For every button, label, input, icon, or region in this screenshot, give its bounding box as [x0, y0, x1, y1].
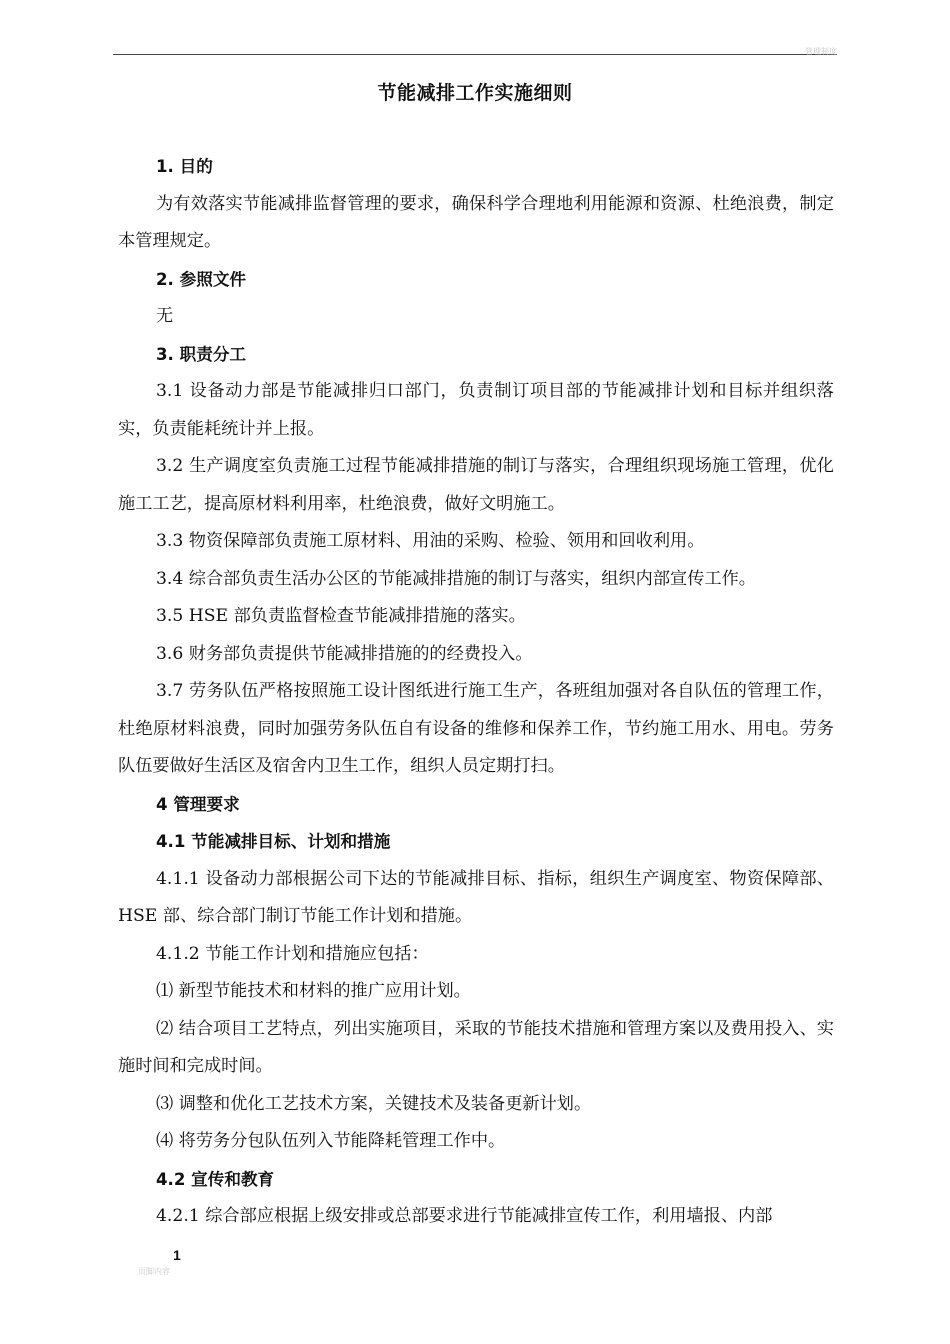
paragraph: 4.1.2 节能工作计划和措施应包括：: [156, 943, 429, 964]
header-watermark-text: 管理制度: [805, 47, 837, 56]
paragraph: ⑷ 将劳务分包队伍列入节能降耗管理工作中。: [156, 1131, 506, 1151]
paragraph: 3.1 设备动力部是节能减排归口部门，负责制订项目部的节能减排计划和目标并组织落实，负责能耗统计并上报。: [118, 381, 834, 439]
paragraph: 3.5 HSE 部负责监督检查节能减排措施的落实。: [156, 606, 526, 626]
paragraph: 3.2 生产调度室负责施工过程节能减排措施的制订与落实，合理组织现场施工管理，优化施工工艺，提高原材料利用率，杜绝浪费，做好文明施工。: [118, 456, 834, 514]
paragraph: 3.7 劳务队伍严格按照施工设计图纸进行施工生产，各班组加强对各自队伍的管理工作，杜绝原材料浪费，同时加强劳务队伍自有设备的维修和保养工作，节约施工用水、用电。劳务队伍要做好生活区及宿舍内卫生工作，组织人员定期打扫。: [118, 681, 834, 776]
section-heading: 4.1 节能减排目标、计划和措施: [156, 832, 391, 851]
paragraph: 3.6 财务部负责提供节能减排措施的的经费投入。: [156, 643, 533, 664]
paragraph: 3.4 综合部负责生活办公区的节能减排措施的制订与落实，组织内部宣传工作。: [156, 568, 756, 589]
document-body: [118, 148, 834, 1236]
page-number: 1: [173, 1247, 181, 1263]
paragraph: ⑶ 调整和优化工艺技术方案，关键技术及装备更新计划。: [156, 1093, 592, 1114]
section-heading: 4.2 宣传和教育: [156, 1169, 275, 1189]
section-heading: 4 管理要求: [156, 794, 240, 814]
section-heading: 2. 参照文件: [156, 269, 247, 289]
section-heading: 1. 目的: [156, 157, 213, 176]
footer-watermark-text: 页脚内容: [138, 1267, 170, 1276]
section-heading: 3. 职责分工: [156, 344, 247, 364]
paragraph: 为有效落实节能减排监督管理的要求，确保科学合理地利用能源和资源、杜绝浪费，制定本管理规定。: [118, 193, 834, 251]
paragraph: 4.2.1 综合部应根据上级安排或总部要求进行节能减排宣传工作，利用墙报、内部: [156, 1206, 773, 1226]
header-rule: [113, 54, 837, 55]
document-title: 节能减排工作实施细则: [377, 82, 573, 104]
paragraph: ⑴ 新型节能技术和材料的推广应用计划。: [156, 981, 471, 1001]
paragraph: 3.3 物资保障部负责施工原材料、用油的采购、检验、领用和回收利用。: [156, 531, 705, 551]
paragraph: 无: [156, 306, 174, 326]
paragraph: ⑵ 结合项目工艺特点，列出实施项目，采取的节能技术措施和管理方案以及费用投入、实施时间和完成时间。: [118, 1018, 834, 1076]
paragraph: 4.1.1 设备动力部根据公司下达的节能减排目标、指标，组织生产调度室、物资保障部、HSE 部、综合部门制订节能工作计划和措施。: [118, 868, 834, 926]
